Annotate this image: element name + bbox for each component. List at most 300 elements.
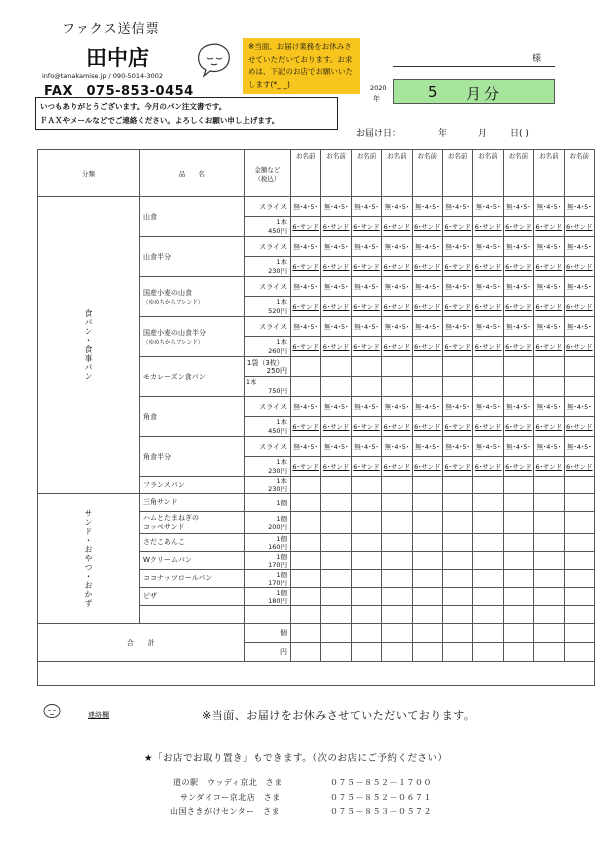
year-label: 年 bbox=[373, 95, 380, 103]
customer-name-header[interactable]: お名前 bbox=[351, 150, 381, 197]
contact-row bbox=[38, 662, 595, 686]
order-cell[interactable]: 無･4･5･ bbox=[351, 397, 381, 417]
month-label: 月分 bbox=[466, 85, 503, 103]
order-cell[interactable] bbox=[382, 512, 412, 534]
order-cell[interactable] bbox=[412, 588, 442, 606]
order-cell[interactable] bbox=[321, 477, 351, 494]
suspension-notice: ※当面、お届けをお休みさせていただいております。 bbox=[202, 709, 476, 722]
product-name-text: 山食半分 bbox=[143, 252, 171, 261]
order-cell[interactable] bbox=[291, 357, 321, 377]
order-cell[interactable]: 無･4･5･ bbox=[351, 437, 381, 457]
order-cell[interactable]: 6･サンド bbox=[473, 297, 503, 317]
order-cell[interactable]: 6･サンド bbox=[291, 297, 321, 317]
order-cell[interactable]: 6･サンド bbox=[291, 257, 321, 277]
order-cell[interactable] bbox=[473, 494, 503, 512]
order-cell[interactable]: 6･サンド bbox=[473, 257, 503, 277]
order-cell[interactable] bbox=[382, 624, 412, 643]
order-cell[interactable] bbox=[564, 588, 594, 606]
order-cell[interactable]: 無･4･5･ bbox=[442, 237, 472, 257]
customer-name-header[interactable]: お名前 bbox=[382, 150, 412, 197]
order-cell[interactable]: 6･サンド bbox=[382, 217, 412, 237]
product-price bbox=[244, 417, 290, 437]
fax-number: FAX 075-853-0454 bbox=[44, 84, 194, 99]
order-cell[interactable]: 無･4･5･ bbox=[442, 397, 472, 417]
blank-price-cell[interactable] bbox=[244, 606, 290, 624]
order-cell[interactable] bbox=[503, 588, 533, 606]
order-cell[interactable]: 無･4･5･ bbox=[412, 317, 442, 337]
order-cell[interactable] bbox=[321, 512, 351, 534]
order-cell[interactable]: 6･サンド bbox=[503, 417, 533, 437]
order-cell[interactable]: 無･4･5･ bbox=[473, 237, 503, 257]
order-cell[interactable] bbox=[503, 377, 533, 397]
order-cell[interactable]: 6･サンド bbox=[503, 337, 533, 357]
price-value: 450円 bbox=[268, 426, 287, 435]
order-cell[interactable]: 無･4･5･ bbox=[534, 437, 564, 457]
store-name: 道の駅 ウッディ京北 さま bbox=[173, 778, 283, 787]
order-cell[interactable]: 6･サンド bbox=[564, 217, 594, 237]
order-cell[interactable]: 6･サンド bbox=[412, 337, 442, 357]
order-cell[interactable]: 6･サンド bbox=[442, 257, 472, 277]
product-name-text: 国産小麦の山食半分 bbox=[143, 328, 206, 337]
product-price bbox=[244, 570, 290, 588]
order-cell[interactable]: 無･4･5･ bbox=[351, 277, 381, 297]
order-cell[interactable]: 6･サンド bbox=[351, 257, 381, 277]
order-cell[interactable] bbox=[291, 624, 321, 643]
order-cell[interactable] bbox=[442, 552, 472, 570]
order-cell[interactable]: 6･サンド bbox=[351, 217, 381, 237]
order-cell[interactable] bbox=[351, 552, 381, 570]
order-cell[interactable]: 6･サンド bbox=[291, 217, 321, 237]
order-cell[interactable]: 無･4･5･ bbox=[321, 317, 351, 337]
order-cell[interactable] bbox=[321, 643, 351, 662]
order-cell[interactable] bbox=[473, 606, 503, 624]
order-cell[interactable] bbox=[412, 534, 442, 552]
order-cell[interactable] bbox=[473, 377, 503, 397]
order-cell[interactable] bbox=[412, 494, 442, 512]
order-cell[interactable] bbox=[473, 588, 503, 606]
order-cell[interactable] bbox=[503, 643, 533, 662]
product-name: フランスパン bbox=[140, 477, 245, 494]
order-cell[interactable] bbox=[412, 477, 442, 494]
order-cell[interactable]: 無･4･5･ bbox=[351, 197, 381, 217]
order-cell[interactable]: 6･サンド bbox=[473, 417, 503, 437]
order-cell[interactable] bbox=[473, 512, 503, 534]
order-cell[interactable]: 6･サンド bbox=[473, 457, 503, 477]
order-cell[interactable]: 6･サンド bbox=[321, 337, 351, 357]
order-cell[interactable]: 6･サンド bbox=[351, 297, 381, 317]
delivery-month-label: 月 bbox=[478, 129, 488, 139]
order-cell[interactable] bbox=[382, 534, 412, 552]
order-cell[interactable]: 無･4･5･ bbox=[534, 317, 564, 337]
product-price bbox=[244, 257, 290, 277]
order-cell[interactable]: 6･サンド bbox=[534, 257, 564, 277]
order-cell[interactable]: 6･サンド bbox=[321, 257, 351, 277]
order-cell[interactable]: 6･サンド bbox=[503, 297, 533, 317]
order-cell[interactable] bbox=[321, 357, 351, 377]
order-cell[interactable] bbox=[473, 534, 503, 552]
order-cell[interactable] bbox=[382, 357, 412, 377]
order-cell[interactable]: 無･4･5･ bbox=[291, 397, 321, 417]
order-cell[interactable] bbox=[564, 606, 594, 624]
order-cell[interactable] bbox=[442, 357, 472, 377]
order-cell[interactable]: 6･サンド bbox=[382, 297, 412, 317]
order-cell[interactable]: 6･サンド bbox=[503, 257, 533, 277]
order-cell[interactable]: 6･サンド bbox=[412, 297, 442, 317]
order-cell[interactable] bbox=[291, 512, 321, 534]
order-cell[interactable]: 6･サンド bbox=[534, 297, 564, 317]
order-cell[interactable] bbox=[534, 512, 564, 534]
order-cell[interactable]: 無･4･5･ bbox=[321, 237, 351, 257]
product-name-text: 国産小麦の山食 bbox=[143, 288, 192, 297]
order-cell[interactable]: 6･サンド bbox=[442, 217, 472, 237]
order-cell[interactable]: 無･4･5･ bbox=[382, 317, 412, 337]
price-value: 250円 bbox=[266, 366, 287, 375]
order-cell[interactable]: 6･サンド bbox=[473, 217, 503, 237]
product-price bbox=[244, 494, 290, 512]
order-cell[interactable]: 6･サンド bbox=[321, 297, 351, 317]
order-cell[interactable] bbox=[534, 588, 564, 606]
order-cell[interactable] bbox=[321, 552, 351, 570]
product-name bbox=[140, 588, 245, 606]
price-unit: スライス bbox=[244, 437, 290, 457]
order-cell[interactable] bbox=[351, 570, 381, 588]
customer-name-header[interactable]: お名前 bbox=[503, 150, 533, 197]
order-cell[interactable]: 無･4･5･ bbox=[442, 277, 472, 297]
month-box bbox=[393, 79, 555, 104]
order-cell[interactable] bbox=[473, 624, 503, 643]
delivery-label: お届け日： bbox=[356, 129, 402, 139]
order-cell[interactable]: 無･4･5･ bbox=[321, 197, 351, 217]
order-cell[interactable]: 無･4･5･ bbox=[412, 237, 442, 257]
order-cell[interactable] bbox=[351, 624, 381, 643]
order-cell[interactable] bbox=[412, 357, 442, 377]
product-subname: （ゆめちからブレンド） bbox=[143, 339, 204, 346]
order-cell[interactable]: 無･4･5･ bbox=[291, 317, 321, 337]
order-cell[interactable] bbox=[534, 494, 564, 512]
order-cell[interactable] bbox=[534, 624, 564, 643]
order-cell[interactable] bbox=[442, 588, 472, 606]
order-cell[interactable] bbox=[503, 534, 533, 552]
order-cell[interactable] bbox=[503, 477, 533, 494]
order-cell[interactable]: 無･4･5･ bbox=[412, 277, 442, 297]
order-cell[interactable] bbox=[534, 643, 564, 662]
customer-name-header[interactable]: お名前 bbox=[321, 150, 351, 197]
order-cell[interactable] bbox=[291, 570, 321, 588]
order-cell[interactable]: 無･4･5･ bbox=[412, 197, 442, 217]
order-cell[interactable] bbox=[442, 494, 472, 512]
order-cell[interactable]: 無･4･5･ bbox=[382, 197, 412, 217]
order-cell[interactable]: 無･4･5･ bbox=[473, 397, 503, 417]
price-value: 450円 bbox=[268, 226, 287, 235]
order-cell[interactable]: 6･サンド bbox=[382, 417, 412, 437]
order-cell[interactable] bbox=[412, 570, 442, 588]
customer-name-header[interactable]: お名前 bbox=[473, 150, 503, 197]
order-cell[interactable] bbox=[291, 477, 321, 494]
greeting-line-1: いつもありがとうございます。今月のパン注文書です。 bbox=[40, 102, 227, 111]
product-price bbox=[244, 477, 290, 494]
order-cell[interactable] bbox=[503, 357, 533, 377]
product-name bbox=[140, 397, 245, 437]
order-cell[interactable] bbox=[291, 494, 321, 512]
product-price bbox=[244, 337, 290, 357]
order-cell[interactable]: 無･4･5･ bbox=[473, 197, 503, 217]
order-cell[interactable]: 無･4･5･ bbox=[382, 437, 412, 457]
order-cell[interactable]: 無･4･5･ bbox=[503, 397, 533, 417]
order-cell[interactable]: 6･サンド bbox=[382, 257, 412, 277]
order-cell[interactable] bbox=[412, 624, 442, 643]
order-cell[interactable]: 無･4･5･ bbox=[564, 277, 594, 297]
order-cell[interactable]: 6･サンド bbox=[351, 457, 381, 477]
order-cell[interactable] bbox=[534, 534, 564, 552]
order-cell[interactable] bbox=[351, 588, 381, 606]
order-table bbox=[37, 149, 595, 686]
order-cell[interactable] bbox=[503, 494, 533, 512]
price-unit: 1本 bbox=[276, 457, 287, 466]
order-cell[interactable] bbox=[503, 512, 533, 534]
order-cell[interactable] bbox=[321, 377, 351, 397]
order-cell[interactable]: 無･4･5･ bbox=[442, 317, 472, 337]
order-cell[interactable] bbox=[564, 534, 594, 552]
order-cell[interactable] bbox=[291, 377, 321, 397]
order-cell[interactable]: 6･サンド bbox=[412, 457, 442, 477]
order-cell[interactable]: 無･4･5･ bbox=[321, 277, 351, 297]
order-cell[interactable] bbox=[534, 552, 564, 570]
order-cell[interactable] bbox=[503, 570, 533, 588]
order-cell[interactable]: 無･4･5･ bbox=[534, 197, 564, 217]
order-cell[interactable] bbox=[382, 570, 412, 588]
order-cell[interactable] bbox=[291, 534, 321, 552]
order-cell[interactable]: 6･サンド bbox=[564, 457, 594, 477]
order-cell[interactable] bbox=[382, 606, 412, 624]
order-cell[interactable]: 無･4･5･ bbox=[564, 237, 594, 257]
order-cell[interactable]: 6･サンド bbox=[291, 417, 321, 437]
order-cell[interactable] bbox=[382, 477, 412, 494]
order-cell[interactable] bbox=[351, 357, 381, 377]
order-cell[interactable] bbox=[412, 512, 442, 534]
order-cell[interactable]: 6･サンド bbox=[321, 217, 351, 237]
order-cell[interactable]: 6･サンド bbox=[291, 457, 321, 477]
order-cell[interactable] bbox=[351, 534, 381, 552]
order-cell[interactable]: 無･4･5･ bbox=[534, 277, 564, 297]
order-cell[interactable] bbox=[564, 570, 594, 588]
order-cell[interactable]: 無･4･5･ bbox=[351, 317, 381, 337]
order-cell[interactable] bbox=[564, 494, 594, 512]
price-unit: スライス bbox=[244, 237, 290, 257]
total-row bbox=[38, 624, 595, 643]
order-cell[interactable]: 無･4･5･ bbox=[382, 397, 412, 417]
order-cell[interactable] bbox=[503, 624, 533, 643]
order-cell[interactable]: 無･4･5･ bbox=[382, 237, 412, 257]
order-cell[interactable] bbox=[412, 643, 442, 662]
order-cell[interactable] bbox=[412, 377, 442, 397]
order-cell[interactable]: 6･サンド bbox=[564, 257, 594, 277]
order-cell[interactable] bbox=[564, 552, 594, 570]
greeting-box bbox=[35, 97, 338, 130]
order-cell[interactable] bbox=[473, 643, 503, 662]
product-price bbox=[244, 512, 290, 534]
contact-field[interactable] bbox=[38, 662, 595, 686]
order-cell[interactable]: 無･4･5･ bbox=[473, 437, 503, 457]
order-cell[interactable]: 無･4･5･ bbox=[503, 277, 533, 297]
order-cell[interactable] bbox=[382, 643, 412, 662]
order-cell[interactable]: 6･サンド bbox=[412, 417, 442, 437]
order-cell[interactable]: 無･4･5･ bbox=[503, 197, 533, 217]
order-cell[interactable] bbox=[321, 534, 351, 552]
order-cell[interactable]: 6･サンド bbox=[412, 217, 442, 237]
order-cell[interactable] bbox=[291, 643, 321, 662]
order-cell[interactable]: 6･サンド bbox=[534, 417, 564, 437]
order-cell[interactable] bbox=[503, 552, 533, 570]
order-cell[interactable] bbox=[291, 588, 321, 606]
order-cell[interactable]: 無･4･5･ bbox=[382, 277, 412, 297]
order-cell[interactable]: 6･サンド bbox=[534, 337, 564, 357]
order-cell[interactable] bbox=[442, 377, 472, 397]
order-cell[interactable]: 無･4･5･ bbox=[442, 437, 472, 457]
order-cell[interactable]: 無･4･5･ bbox=[291, 237, 321, 257]
order-cell[interactable] bbox=[442, 534, 472, 552]
order-cell[interactable]: 無･4･5･ bbox=[503, 317, 533, 337]
order-cell[interactable]: 6･サンド bbox=[564, 297, 594, 317]
order-cell[interactable]: 6･サンド bbox=[442, 337, 472, 357]
order-cell[interactable] bbox=[442, 477, 472, 494]
order-cell[interactable]: 無･4･5･ bbox=[351, 237, 381, 257]
order-cell[interactable]: 無･4･5･ bbox=[534, 397, 564, 417]
order-cell[interactable] bbox=[564, 624, 594, 643]
order-cell[interactable]: 無･4･5･ bbox=[412, 397, 442, 417]
order-cell[interactable] bbox=[442, 606, 472, 624]
order-cell[interactable] bbox=[503, 606, 533, 624]
order-cell[interactable]: 6･サンド bbox=[442, 457, 472, 477]
order-cell[interactable] bbox=[534, 357, 564, 377]
order-cell[interactable]: 無･4･5･ bbox=[503, 437, 533, 457]
customer-honorific: 様 bbox=[532, 54, 542, 64]
order-cell[interactable] bbox=[382, 588, 412, 606]
order-cell[interactable] bbox=[442, 643, 472, 662]
product-price bbox=[244, 588, 290, 606]
order-cell[interactable] bbox=[351, 494, 381, 512]
order-cell[interactable] bbox=[291, 606, 321, 624]
customer-name-header[interactable]: お名前 bbox=[291, 150, 321, 197]
price-unit: 1個 bbox=[276, 498, 287, 507]
order-cell[interactable] bbox=[351, 477, 381, 494]
order-cell[interactable]: 6･サンド bbox=[564, 337, 594, 357]
customer-name-header[interactable]: お名前 bbox=[534, 150, 564, 197]
order-cell[interactable] bbox=[351, 377, 381, 397]
order-cell[interactable]: 6･サンド bbox=[442, 297, 472, 317]
order-cell[interactable]: 6･サンド bbox=[503, 217, 533, 237]
customer-name-line[interactable] bbox=[393, 66, 555, 67]
order-cell[interactable]: 6･サンド bbox=[503, 457, 533, 477]
customer-name-header[interactable]: お名前 bbox=[442, 150, 472, 197]
order-cell[interactable]: 無･4･5･ bbox=[442, 197, 472, 217]
order-cell[interactable]: 無･4･5･ bbox=[412, 437, 442, 457]
order-cell[interactable]: 無･4･5･ bbox=[291, 277, 321, 297]
order-cell[interactable] bbox=[382, 552, 412, 570]
order-cell[interactable] bbox=[564, 477, 594, 494]
order-cell[interactable] bbox=[412, 552, 442, 570]
order-cell[interactable] bbox=[534, 606, 564, 624]
order-cell[interactable] bbox=[534, 377, 564, 397]
order-cell[interactable] bbox=[442, 570, 472, 588]
order-cell[interactable] bbox=[351, 606, 381, 624]
store-name: サンダイコー京北店 さま bbox=[180, 793, 281, 802]
order-cell[interactable] bbox=[321, 606, 351, 624]
order-cell[interactable] bbox=[321, 588, 351, 606]
order-cell[interactable] bbox=[564, 357, 594, 377]
order-cell[interactable]: 無･4･5･ bbox=[503, 237, 533, 257]
order-cell[interactable]: 6･サンド bbox=[473, 337, 503, 357]
order-cell[interactable]: 6･サンド bbox=[351, 417, 381, 437]
order-cell[interactable] bbox=[351, 512, 381, 534]
order-cell[interactable]: 6･サンド bbox=[534, 217, 564, 237]
order-cell[interactable]: 6･サンド bbox=[412, 257, 442, 277]
order-cell[interactable] bbox=[473, 570, 503, 588]
order-cell[interactable]: 6･サンド bbox=[382, 337, 412, 357]
category-sand: サンド・おやつ・おかず bbox=[38, 494, 140, 624]
order-cell[interactable]: 無･4･5･ bbox=[321, 437, 351, 457]
order-cell[interactable]: 6･サンド bbox=[351, 337, 381, 357]
order-cell[interactable] bbox=[412, 606, 442, 624]
order-cell[interactable]: 6･サンド bbox=[564, 417, 594, 437]
order-cell[interactable]: 6･サンド bbox=[534, 457, 564, 477]
order-cell[interactable]: 無･4･5･ bbox=[473, 317, 503, 337]
product-name bbox=[140, 552, 245, 570]
order-cell[interactable] bbox=[321, 494, 351, 512]
order-cell[interactable] bbox=[321, 570, 351, 588]
order-cell[interactable]: 無･4･5･ bbox=[291, 197, 321, 217]
blank-product-cell[interactable] bbox=[140, 606, 245, 624]
customer-name-header[interactable]: お名前 bbox=[412, 150, 442, 197]
order-cell[interactable]: 無･4･5･ bbox=[564, 197, 594, 217]
product-name-text: 三角サンド bbox=[143, 498, 178, 506]
order-cell[interactable] bbox=[382, 377, 412, 397]
customer-name-header[interactable]: お名前 bbox=[564, 150, 594, 197]
order-cell[interactable]: 無･4･5･ bbox=[564, 317, 594, 337]
order-cell[interactable]: 無･4･5･ bbox=[564, 437, 594, 457]
price-unit: スライス bbox=[244, 197, 290, 217]
order-cell[interactable]: 無･4･5･ bbox=[473, 277, 503, 297]
order-cell[interactable] bbox=[442, 624, 472, 643]
order-cell[interactable]: 6･サンド bbox=[321, 417, 351, 437]
price-unit: スライス bbox=[244, 277, 290, 297]
order-cell[interactable]: 6･サンド bbox=[442, 417, 472, 437]
notice-box: ※当面、お届け業務をお休みさせていただいております。お求めは、下記のお店でお願いいたします(*_ _) bbox=[243, 38, 360, 94]
order-cell[interactable] bbox=[473, 552, 503, 570]
order-cell[interactable]: 無･4･5･ bbox=[534, 237, 564, 257]
order-cell[interactable] bbox=[534, 477, 564, 494]
order-cell[interactable] bbox=[382, 494, 412, 512]
order-cell[interactable] bbox=[291, 552, 321, 570]
order-cell[interactable] bbox=[442, 512, 472, 534]
order-cell[interactable] bbox=[564, 377, 594, 397]
product-name bbox=[140, 437, 245, 477]
order-cell[interactable] bbox=[534, 570, 564, 588]
order-cell[interactable]: 6･サンド bbox=[382, 457, 412, 477]
order-cell[interactable] bbox=[351, 643, 381, 662]
order-cell[interactable] bbox=[564, 512, 594, 534]
order-cell[interactable]: 無･4･5･ bbox=[564, 397, 594, 417]
price-unit: 1個 bbox=[276, 534, 287, 543]
order-cell[interactable]: 6･サンド bbox=[291, 337, 321, 357]
order-cell[interactable]: 無･4･5･ bbox=[291, 437, 321, 457]
order-cell[interactable] bbox=[473, 477, 503, 494]
order-cell[interactable]: 6･サンド bbox=[321, 457, 351, 477]
price-unit: 1本 bbox=[276, 257, 287, 266]
order-cell[interactable] bbox=[473, 357, 503, 377]
order-cell[interactable]: 無･4･5･ bbox=[321, 397, 351, 417]
order-cell[interactable] bbox=[564, 643, 594, 662]
order-cell[interactable] bbox=[321, 624, 351, 643]
